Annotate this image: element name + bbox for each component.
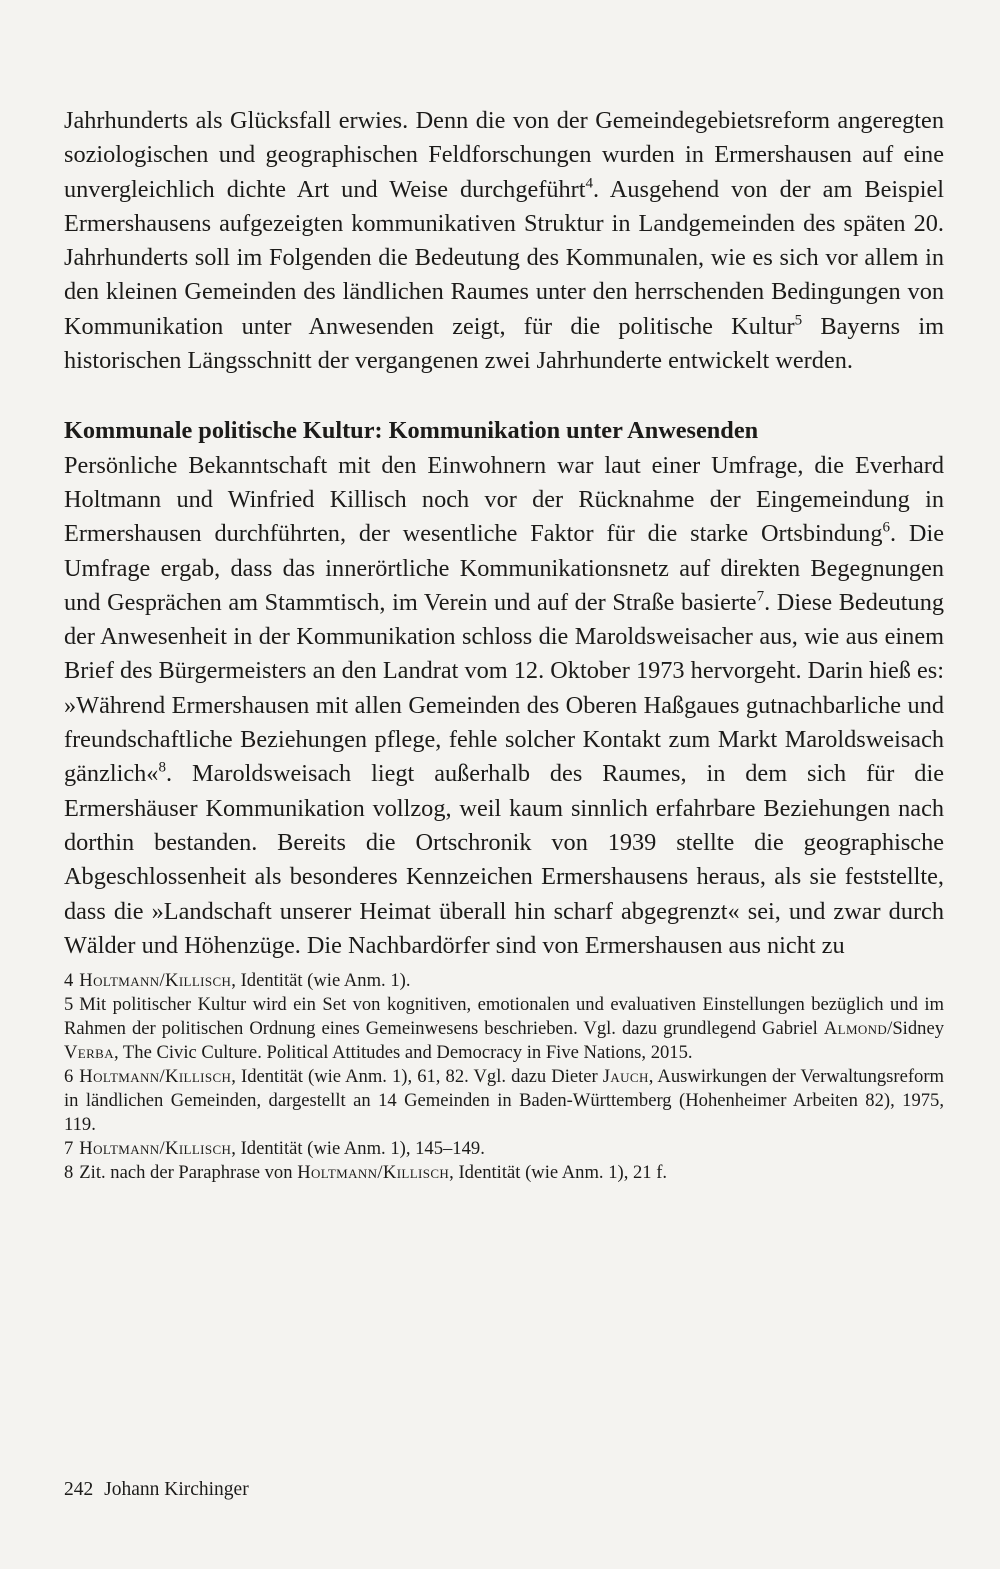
- footnote-5: [64, 993, 944, 1065]
- p2-text-c: . Diese Bedeutung der Anwesenheit in der Kommunikation schloss die Maroldsweisacher aus, wie aus einem Brief des Bürgermeisters an den Landrat vom 12. Oktober 1973 hervorgeht. Darin hieß es: »Während Ermershausen mit allen Gemeinden des Oberen Haßgaues gutnachbarliche und freundschaftliche Beziehungen pflege, fehle solcher Kontakt zum Markt Maroldsweisach gänzlich«: [64, 588, 944, 788]
- footnote-7: [64, 1137, 944, 1161]
- footnote-text: Zit. nach der Paraphrase von: [79, 1162, 298, 1184]
- footnote-author: Holtmann/Killisch: [79, 970, 232, 992]
- section-heading: Kommunale politische Kultur: Kommunikation unter Anwesenden: [64, 417, 759, 445]
- footnote-number: 8: [64, 1162, 74, 1184]
- footnote-author: Holtmann/Killisch: [297, 1162, 450, 1184]
- footnote-author: Holtmann/Killisch: [79, 1066, 232, 1088]
- footnote-text: Mit politischer Kultur wird ein Set von kognitiven, emotionalen und evaluativen Einstellungen bezüglich und im Rahmen der politischen Ordnung eines Gemeinwesens beschrieben. Vgl. dazu grundlegend Gabriel: [64, 994, 944, 1040]
- footnote-ref-4[interactable]: 4: [585, 175, 594, 192]
- footnote-author: Holtmann/Killisch: [79, 1138, 232, 1160]
- footnote-author: Jauch: [602, 1066, 649, 1088]
- footnote-ref-6[interactable]: 6: [882, 519, 890, 536]
- footnote-4: [64, 969, 944, 993]
- footnote-text: , Identität (wie Anm. 1), 145–149.: [231, 1138, 485, 1160]
- p2-text-b: . Die Umfrage ergab, dass das innerörtliche Kommunikationsnetz auf direkten Begegnungen und Gesprächen am Stammtisch, im Verein und auf der Straße basierte: [64, 520, 944, 616]
- footnote-8: [64, 1161, 944, 1185]
- p2-text-d: . Maroldsweisach liegt außerhalb des Raumes, in dem sich für die Ermershäuser Kommunikation vollzog, weil kaum sinnlich erfahrbare Beziehungen nach dorthin bestanden. Bereits die Ortschronik von 1939 stellte die geographische Abgeschlossenheit als besonderes Kennzeichen Ermershausens heraus, als sie feststellte, dass die »Landschaft unserer Heimat überall hin scharf abgegrenzt« sei, und zwar durch Wälder und Höhenzüge. Die Nachbardörfer sind von Ermershausen aus nicht zu: [64, 760, 944, 959]
- p1-text-a: Jahrhunderts als Glücksfall erwies. Denn die von der Gemeindegebietsreform angeregten soziologischen und geographischen Feldforschungen wurden in Ermershausen auf eine unvergleichlich dichte Art und Weise durchgeführt: [64, 107, 944, 203]
- footnote-ref-7[interactable]: 7: [756, 588, 765, 605]
- footnote-text: , The Civic Culture. Political Attitudes and Democracy in Five Nations, 2015.: [113, 1042, 693, 1064]
- footnote-author: Verba: [64, 1042, 114, 1064]
- footnote-text: , Auswirkungen der Verwaltungsreform in ländlichen Gemeinden, dargestellt an 14 Gemeinden in Baden-Württemberg (Hohenheimer Arbeiten 82), 1975, 119.: [64, 1066, 944, 1136]
- footnote-author: Almond: [823, 1018, 888, 1040]
- footnote-number: 6: [64, 1066, 74, 1088]
- footnote-number: 7: [64, 1138, 74, 1160]
- footnotes: [64, 969, 944, 1185]
- page-footer: [64, 1477, 249, 1503]
- footnote-text: /Sidney: [887, 1018, 944, 1040]
- footnote-number: 4: [64, 970, 74, 992]
- running-author: Johann Kirchinger: [104, 1479, 249, 1500]
- body-paragraph-2: [64, 449, 944, 963]
- footnote-ref-5[interactable]: 5: [794, 312, 803, 329]
- body-paragraph-1: [64, 104, 944, 378]
- p1-text-b: . Ausgehend von der am Beispiel Ermershausens aufgezeigten kommunikativen Struktur in Landgemeinden des späten 20. Jahrhunderts soll im Folgenden die Bedeutung des Kommunalen, wie es sich vor allem in den kleinen Gemeinden des ländlichen Raumes unter den herrschenden Bedingungen von Kommunikation unter Anwesenden zeigt, für die politische Kultur: [64, 175, 945, 340]
- footnote-text: , Identität (wie Anm. 1), 21 f.: [449, 1162, 668, 1184]
- page-content: [64, 104, 944, 1185]
- footnote-6: [64, 1065, 944, 1137]
- footnote-text: , Identität (wie Anm. 1), 61, 82. Vgl. dazu Dieter: [231, 1066, 603, 1088]
- p1-text-c: Bayerns im historischen Längsschnitt der vergangenen zwei Jahrhunderte entwickelt werden.: [64, 312, 944, 375]
- page-number: 242: [64, 1479, 94, 1500]
- footnote-text: , Identität (wie Anm. 1).: [231, 970, 411, 992]
- footnote-ref-8[interactable]: 8: [158, 760, 166, 777]
- footnote-number: 5: [64, 994, 74, 1016]
- p2-text-a: Persönliche Bekanntschaft mit den Einwohnern war laut einer Umfrage, die Everhard Holtmann und Winfried Killisch noch vor der Rücknahme der Eingemeindung in Ermershausen durchführten, der wesentliche Faktor für die starke Ortsbindung: [64, 451, 944, 548]
